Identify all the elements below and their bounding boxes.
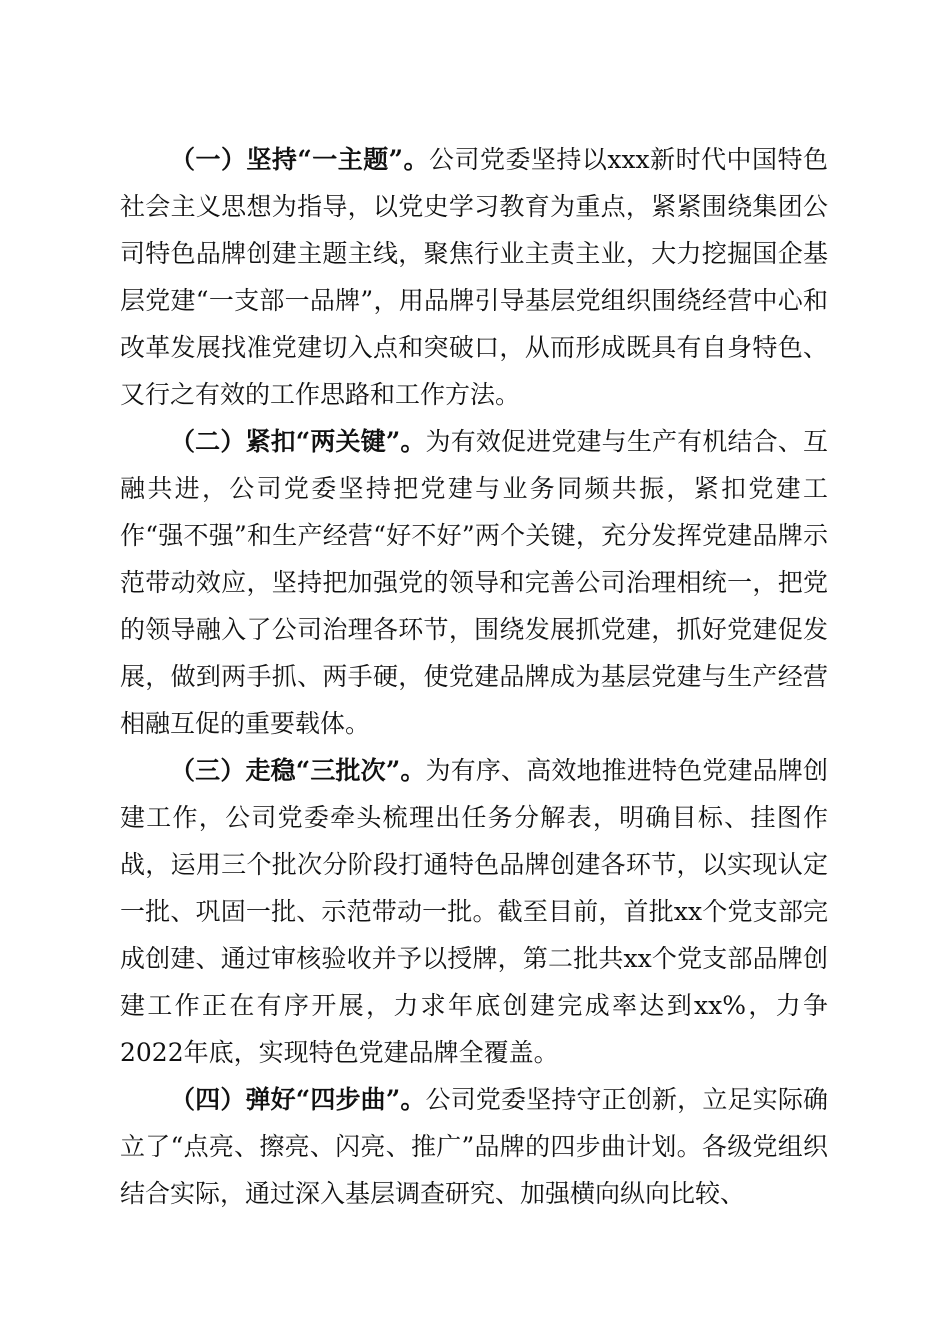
paragraph-2-text: 为有效促进党建与生产有机结合、互融共进，公司党委坚持把党建与业务同频共振，紧扣党建工作“强不强”和生产经营“好不好”两个关键，充分发挥党建品牌示范带动效应，坚持把加强党的领导和完善公司治理相统一，把党的领导融入了公司治理各环节，围绕发展抓党建，抓好党建促发展，做到两手抓、两手硬，使党建品牌成为基层党建与生产经营相融互促的重要载体。 <box>120 427 828 738</box>
paragraph-3-heading: （三）走稳“三批次”。 <box>170 756 426 785</box>
paragraph-4-heading: （四）弹好“四步曲”。 <box>170 1085 426 1114</box>
paragraph-1-heading: （一）坚持“一主题”。 <box>170 145 430 174</box>
document-body <box>120 136 828 1217</box>
paragraph-1 <box>120 136 828 418</box>
paragraph-4-text: 公司党委坚持守正创新，立足实际确立了“点亮、擦亮、闪亮、推广”品牌的四步曲计划。各级党组织结合实际，通过深入基层调查研究、加强横向纵向比较、 <box>120 1085 828 1208</box>
paragraph-3-text: 为有序、高效地推进特色党建品牌创建工作，公司党委牵头梳理出任务分解表，明确目标、挂图作战，运用三个批次分阶段打通特色品牌创建各环节，以实现认定一批、巩固一批、示范带动一批。截至目前，首批xx个党支部完成创建、通过审核验收并予以授牌，第二批共xx个党支部品牌创建工作正在有序开展，力求年底创建完成率达到xx%，力争2022年底，实现特色党建品牌全覆盖。 <box>120 756 828 1067</box>
paragraph-2 <box>120 418 828 747</box>
paragraph-2-heading: （二）紧扣“两关键”。 <box>170 427 426 456</box>
paragraph-3 <box>120 747 828 1076</box>
paragraph-4 <box>120 1076 828 1217</box>
paragraph-1-text: 公司党委坚持以xxx新时代中国特色社会主义思想为指导，以党史学习教育为重点，紧紧围绕集团公司特色品牌创建主题主线，聚焦行业主责主业，大力挖掘国企基层党建“一支部一品牌”，用品牌引导基层党组织围绕经营中心和改革发展找准党建切入点和突破口，从而形成既具有自身特色、又行之有效的工作思路和工作方法。 <box>120 145 828 409</box>
